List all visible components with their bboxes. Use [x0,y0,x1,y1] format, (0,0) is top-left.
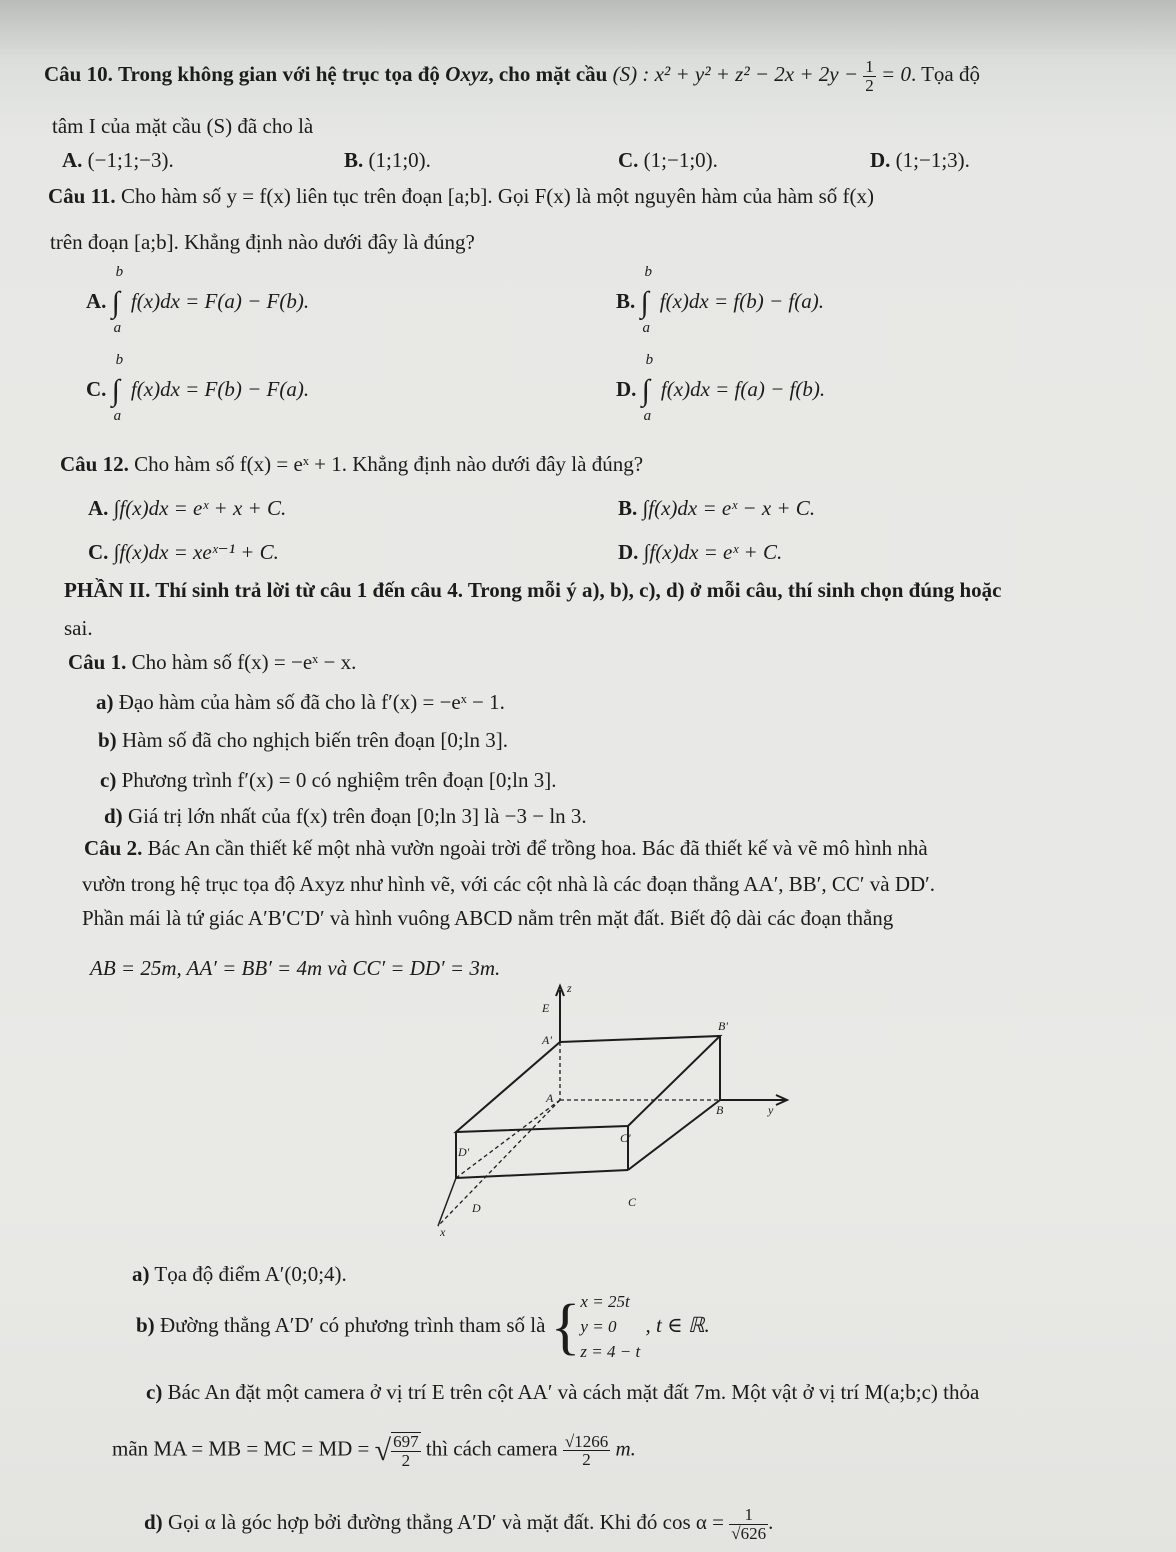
q12-opt-d-key: D. [618,540,639,564]
p2q2-item-d-key: d) [144,1510,163,1535]
label-z: z [567,981,572,995]
sys-x: x = 25t [580,1292,630,1312]
q12-opt-d: ∫f(x)dx = eˣ + C. [643,540,783,564]
q12-opt-b-key: B. [618,496,638,520]
q10-label: Câu 10. [44,62,113,87]
p2q1-item-d [104,804,587,829]
label-B: B [716,1103,724,1117]
p2q2-item-d [144,1506,773,1543]
p2q2-label: Câu 2. [84,836,143,860]
q11-opt-c-key: C. [86,376,107,401]
p2q2-item-c-text1: Bác An đặt một camera ở vị trí E trên cột AA′ và cách mặt đất 7m. Một vật ở vị trí M(a;b;c) thỏa [167,1380,980,1404]
q10-eq-right: = 0 [881,62,911,87]
house-figure [430,980,810,1240]
p2q1-item-d-key: d) [104,804,123,828]
p2q1-item-c [100,768,557,793]
q11-opt-d-integral: ∫ b a [641,352,654,424]
edge-ad-hidden [456,1100,560,1178]
p2q1-line [68,650,356,675]
q11-opt-a-key: A. [86,288,107,313]
dist-num: √1266 [564,1431,609,1451]
cos-den: √626 [731,1523,767,1543]
dist-den: 2 [582,1450,591,1470]
q10-eq-den: 2 [865,75,874,95]
p2q1-item-c-key: c) [100,768,117,792]
p2q2-item-c-key: c) [146,1380,163,1404]
q11-text1: Cho hàm số y = f(x) liên tục trên đoạn [a;b]. Gọi F(x) là một nguyên hàm của hàm số f(x) [120,184,875,208]
q12-text1: Cho hàm số f(x) = eˣ + 1. Khẳng định nào dưới đây là đúng? [134,452,644,476]
q10-opt-d-key: D. [870,148,891,172]
q10-opt-a-key: A. [62,148,83,172]
dist-frac [563,1433,610,1470]
sys-z: z = 4 − t [580,1341,641,1361]
q11-line2: trên đoạn [a;b]. Khẳng định nào dưới đây là đúng? [50,230,475,254]
q10-opt-d: (1;−1;3). [895,148,970,172]
p2q1-item-c-text: Phương trình f′(x) = 0 có nghiệm trên đoạn [0;ln 3]. [121,768,557,792]
p2q2-item-c-text2c: m. [615,1436,636,1461]
q10-opt-b-key: B. [344,148,364,172]
sqrt-frac: √ $\frac{697}{2}$ [374,1432,419,1470]
p2q1-item-b-key: b) [98,728,117,752]
p2q1-item-b-text: Hàm số đã cho nghịch biến trên đoạn [0;ln 3]. [121,728,509,752]
q12-label: Câu 12. [60,452,129,476]
q12-opt-a: ∫f(x)dx = eˣ + x + C. [113,496,287,520]
p2q2-item-c-text2b: thì cách camera [425,1436,558,1461]
q10-opt-b: (1;1;0). [368,148,431,172]
p2q2-item-c-text2a: mãn MA = MB = MC = MD = [112,1436,370,1461]
q10-opt-c-key: C. [618,148,639,172]
p2q2-item-d-text: Gọi α là góc hợp bởi đường thẳng A′D′ và mặt đất. Khi đó cos α = [167,1510,725,1535]
label-A: A [546,1091,554,1105]
sqrt-num: 697 [393,1432,419,1451]
p2q2-line3: Phần mái là tứ giác A′B′C′D′ và hình vuông ABCD nằm trên mặt đất. Biết độ dài các đoạn thẳng [82,906,894,930]
p2q2-item-a-text: Tọa độ điểm A′(0;0;4). [154,1262,347,1286]
p2q2-item-c2 [112,1432,636,1470]
part2-title: PHẦN II. Thí sinh trả lời từ câu 1 đến câu 4. Trong mỗi ý a), b), c), d) ở mỗi câu, thí sinh chọn đúng hoặc [64,578,1002,602]
p2q2-line2: vườn trong hệ trục tọa độ Axyz như hình vẽ, với các cột nhà là các đoạn thẳng AA′, BB′, CC′ và DD′. [82,872,936,896]
q10-oxyz: Oxyz [445,62,489,87]
label-y: y [768,1103,774,1117]
p2q1-item-a-key: a) [96,690,114,714]
q12-opt-b: ∫f(x)dx = eˣ − x + C. [642,496,816,520]
q11-line1 [48,184,874,209]
p2q1-text: Cho hàm số f(x) = −eˣ − x. [131,650,357,674]
q11-opt-b-integral: ∫ b a [640,264,653,336]
p2q2-line1-text: Bác An cần thiết kế một nhà vườn ngoài trời để trồng hoa. Bác đã thiết kế và vẽ mô hình nhà [147,836,928,860]
q11-opt-a-integral: ∫ b a [111,264,124,336]
label-C1: C' [620,1131,631,1145]
q10-line1 [44,58,980,95]
p2q2-item-b [136,1290,710,1364]
p2q2-line4: AB = 25m, AA′ = BB′ = 4m và CC′ = DD′ = 3m. [90,956,501,980]
label-A1: A' [542,1033,552,1047]
label-x: x [440,1225,446,1239]
p2q1-label: Câu 1. [68,650,127,674]
q12-opt-c: ∫f(x)dx = xeˣ⁻¹ + C. [113,540,279,564]
p2q2-item-a [132,1262,347,1287]
p2q1-item-b [98,728,508,753]
cos-frac [729,1506,768,1543]
edge-dc [456,1170,628,1178]
q12-opt-a-key: A. [88,496,109,520]
q10-eq-left: (S) : x² + y² + z² − 2x + 2y − [612,62,859,87]
p2q1-item-a [96,690,505,715]
label-E: E [542,1001,550,1015]
part2-title2: sai. [64,616,93,640]
cos-num: 1 [729,1506,768,1525]
q10-text3: . Tọa độ [910,62,980,87]
p2q2-item-c1 [146,1380,979,1405]
edge-cb [628,1100,720,1170]
q10-eq-num: 1 [865,57,874,76]
q10-opt-a: (−1;1;−3). [87,148,174,172]
q11-opt-d: f(x)dx = f(a) − f(b). [660,376,826,401]
label-B1: B' [718,1019,728,1033]
label-C: C [628,1195,637,1209]
q11-opt-a: f(x)dx = F(a) − F(b). [130,288,310,313]
q11-opt-b-key: B. [616,288,636,313]
p2q1-item-a-text: Đạo hàm của hàm số đã cho là f′(x) = −eˣ − 1. [118,690,505,714]
q10-opt-c: (1;−1;0). [643,148,718,172]
q10-line2: tâm I của mặt cầu (S) đã cho là [52,114,314,138]
roof-quad [456,1036,720,1132]
label-D: D [472,1201,481,1215]
q11-opt-c: f(x)dx = F(b) − F(a). [130,376,310,401]
sqrt-den: 2 [401,1450,411,1470]
q11-label: Câu 11. [48,184,116,208]
q10-text2: , cho mặt cầu [488,62,608,87]
q10-eq-frac [863,58,876,95]
q12-line1 [60,452,643,477]
sys-y: y = 0 [580,1316,617,1336]
q11-opt-b: f(x)dx = f(b) − f(a). [659,288,824,313]
sys-brace: { [550,1293,581,1361]
p2q2-line1 [84,836,928,861]
q11-opt-d-key: D. [616,376,637,401]
p2q2-item-b-key: b) [136,1313,155,1338]
q11-opt-c-integral: ∫ b a [111,352,124,424]
param-system [580,1290,640,1364]
label-D1: D' [458,1145,470,1159]
sys-domain: , t ∈ ℝ. [645,1313,710,1338]
q10-text1: Trong không gian với hệ trục tọa độ [118,62,440,87]
p2q2-item-b-text: Đường thẳng A′D′ có phương trình tham số là [159,1313,546,1338]
p2q2-item-a-key: a) [132,1262,150,1286]
x-axis [438,1178,456,1226]
cos-end: . [768,1510,774,1535]
q12-opt-c-key: C. [88,540,109,564]
p2q1-item-d-text: Giá trị lớn nhất của f(x) trên đoạn [0;ln 3] là −3 − ln 3. [127,804,587,828]
